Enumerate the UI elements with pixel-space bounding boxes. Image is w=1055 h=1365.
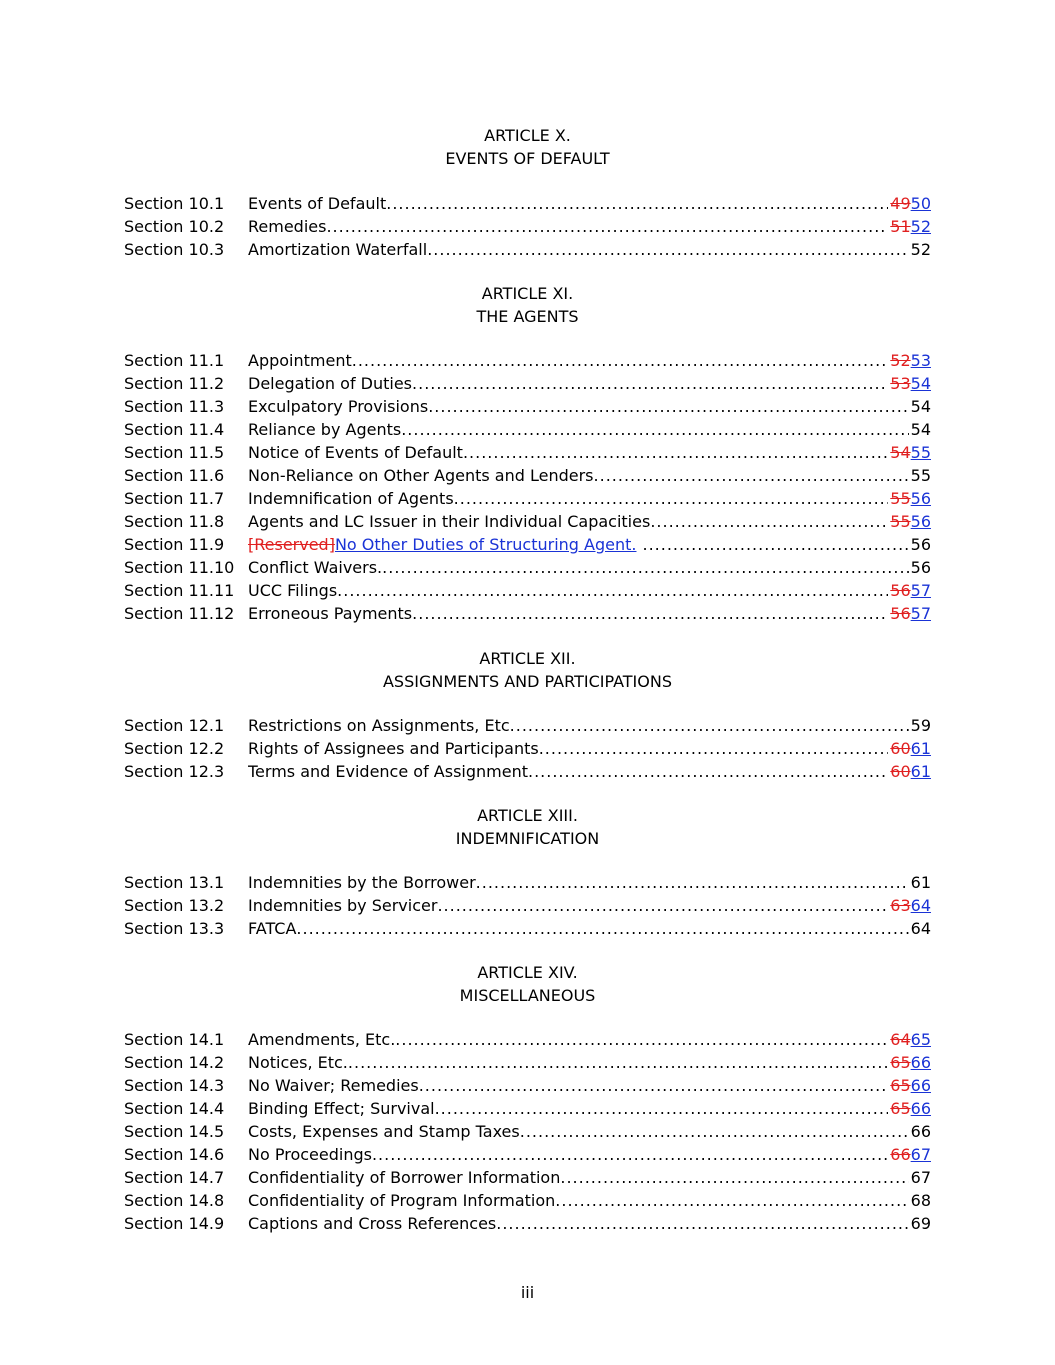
section-title: Costs, Expenses and Stamp Taxes <box>248 1122 520 1141</box>
section-title: Confidentiality of Program Information <box>248 1191 556 1210</box>
toc-entry[interactable] <box>124 192 931 215</box>
section-number: Section 14.5 <box>124 1122 225 1141</box>
section-number: Section 14.8 <box>124 1191 225 1210</box>
deleted-page-number: 53 <box>890 374 911 393</box>
deleted-page-number: 56 <box>890 604 911 623</box>
dot-leader <box>401 418 908 441</box>
section-number: Section 14.3 <box>124 1076 225 1095</box>
deleted-page-number: 65 <box>890 1053 911 1072</box>
inserted-page-number[interactable]: 65 <box>910 1030 931 1049</box>
toc-entry[interactable] <box>124 871 931 894</box>
toc-entry[interactable] <box>124 1028 931 1051</box>
section-title: No Proceedings <box>248 1145 372 1164</box>
article-number: ARTICLE XIV. <box>477 963 578 982</box>
section-number: Section 10.2 <box>124 217 225 236</box>
deleted-page-number: 56 <box>890 581 911 600</box>
deleted-page-number: 65 <box>890 1076 911 1095</box>
section-number: Section 14.1 <box>124 1030 225 1049</box>
inserted-page-number[interactable]: 67 <box>910 1145 931 1164</box>
toc-entry[interactable] <box>124 464 931 487</box>
toc-entry[interactable] <box>124 533 931 556</box>
section-title: Amendments, Etc. <box>248 1030 396 1049</box>
dot-leader <box>560 1166 908 1189</box>
section-title: FATCA <box>248 919 297 938</box>
dot-leader <box>296 917 908 940</box>
article-number: ARTICLE XII. <box>479 649 576 668</box>
dot-leader <box>427 238 908 261</box>
section-number: Section 11.6 <box>124 466 225 485</box>
dot-leader <box>510 714 909 737</box>
dot-leader <box>496 1212 908 1235</box>
section-title: Amortization Waterfall <box>248 240 428 259</box>
section-title: Events of Default <box>248 194 387 213</box>
section-title: Erroneous Payments <box>248 604 413 623</box>
toc-entry[interactable] <box>124 510 931 533</box>
dot-leader <box>650 510 888 533</box>
toc-entry[interactable] <box>124 714 931 737</box>
section-title: Notices, Etc. <box>248 1053 348 1072</box>
section-number: Section 11.12 <box>124 604 235 623</box>
section-number: Section 14.6 <box>124 1145 225 1164</box>
article-number: ARTICLE XI. <box>481 284 574 303</box>
dot-leader <box>419 1074 889 1097</box>
dot-leader <box>528 760 888 783</box>
section-number: Section 11.1 <box>124 351 225 370</box>
page-number: 56 <box>910 535 931 554</box>
inserted-page-number[interactable]: 53 <box>910 351 931 370</box>
page-number: 67 <box>910 1168 931 1187</box>
section-number: Section 10.3 <box>124 240 225 259</box>
toc-entry[interactable] <box>124 349 931 372</box>
dot-leader <box>463 441 888 464</box>
section-number: Section 14.7 <box>124 1168 225 1187</box>
page-number: 61 <box>910 873 931 892</box>
section-title: Delegation of Duties <box>248 374 413 393</box>
section-number: Section 11.4 <box>124 420 225 439</box>
section-title: Confidentiality of Borrower Information <box>248 1168 561 1187</box>
article-heading <box>0 804 1055 850</box>
section-title: Non-Reliance on Other Agents and Lenders <box>248 466 594 485</box>
section-number: Section 12.1 <box>124 716 225 735</box>
toc-entry[interactable] <box>124 1166 931 1189</box>
page-number: 64 <box>910 919 931 938</box>
article-title: EVENTS OF DEFAULT <box>445 149 610 168</box>
section-title: Indemnification of Agents <box>248 489 454 508</box>
toc-entry[interactable] <box>124 760 931 783</box>
deleted-page-number: 65 <box>890 1099 911 1118</box>
section-title: Indemnities by the Borrower <box>248 873 476 892</box>
toc-entry[interactable] <box>124 579 931 602</box>
dot-leader <box>437 894 888 917</box>
dot-leader <box>395 1028 888 1051</box>
deleted-page-number: 60 <box>890 762 911 781</box>
toc-entry[interactable] <box>124 372 931 395</box>
inserted-page-number[interactable]: 56 <box>910 512 931 531</box>
article-heading <box>0 647 1055 693</box>
section-title: Conflict Waivers. <box>248 558 383 577</box>
section-title: Remedies <box>248 217 327 236</box>
section-number: Section 11.2 <box>124 374 225 393</box>
deleted-page-number: 55 <box>890 489 911 508</box>
page-number: 59 <box>910 716 931 735</box>
deleted-page-number: 63 <box>890 896 911 915</box>
inserted-page-number[interactable]: 57 <box>910 581 931 600</box>
page-number: 54 <box>910 397 931 416</box>
page-number: 54 <box>910 420 931 439</box>
footer-page-number: iii <box>520 1283 535 1302</box>
inserted-page-number[interactable]: 57 <box>910 604 931 623</box>
toc-entry[interactable] <box>124 737 931 760</box>
dot-leader <box>636 533 908 556</box>
toc-entry[interactable] <box>124 1074 931 1097</box>
section-title: UCC Filings <box>248 581 338 600</box>
dot-leader <box>594 464 909 487</box>
section-number: Section 14.9 <box>124 1214 225 1233</box>
toc-entry[interactable] <box>124 556 931 579</box>
deleted-page-number: 51 <box>890 217 911 236</box>
deleted-page-number: 64 <box>890 1030 911 1049</box>
toc-entry[interactable] <box>124 1120 931 1143</box>
section-number: Section 12.3 <box>124 762 225 781</box>
dot-leader <box>382 556 909 579</box>
article-heading <box>0 282 1055 328</box>
dot-leader <box>435 1097 889 1120</box>
article-number: ARTICLE X. <box>484 126 571 145</box>
inserted-page-number[interactable]: 66 <box>910 1076 931 1095</box>
article-title: ASSIGNMENTS AND PARTICIPATIONS <box>382 672 672 691</box>
page-number: 69 <box>910 1214 931 1233</box>
article-heading <box>0 124 1055 170</box>
section-title: Rights of Assignees and Participants <box>248 739 539 758</box>
inserted-page-number[interactable]: 54 <box>910 374 931 393</box>
section-number: Section 11.5 <box>124 443 225 462</box>
dot-leader <box>326 215 888 238</box>
section-title: Exculpatory Provisions <box>248 397 429 416</box>
section-title: Captions and Cross References <box>248 1214 497 1233</box>
inserted-page-number[interactable]: 52 <box>910 217 931 236</box>
dot-leader <box>476 871 909 894</box>
section-title: Reliance by Agents <box>248 420 402 439</box>
section-title: Indemnities by Servicer <box>248 896 438 915</box>
page-number: 55 <box>910 466 931 485</box>
section-number: Section 10.1 <box>124 194 225 213</box>
section-number: Section 11.11 <box>124 581 235 600</box>
dot-leader <box>372 1143 888 1166</box>
toc-entry[interactable] <box>124 215 931 238</box>
dot-leader <box>412 602 888 625</box>
section-number: Section 12.2 <box>124 739 225 758</box>
section-title: No Waiver; Remedies <box>248 1076 419 1095</box>
section-number: Section 14.2 <box>124 1053 225 1072</box>
toc-entry[interactable] <box>124 418 931 441</box>
inserted-page-number[interactable]: 55 <box>910 443 931 462</box>
inserted-page-number[interactable]: 61 <box>910 762 931 781</box>
inserted-page-number[interactable]: 66 <box>910 1053 931 1072</box>
section-title: Terms and Evidence of Assignment <box>248 762 528 781</box>
page-number: 68 <box>910 1191 931 1210</box>
deleted-section-title: [Reserved] <box>248 535 335 554</box>
dot-leader <box>348 1051 888 1074</box>
dot-leader <box>428 395 908 418</box>
inserted-page-number[interactable]: 66 <box>910 1099 931 1118</box>
toc-entry[interactable] <box>124 917 931 940</box>
toc-entry[interactable] <box>124 441 931 464</box>
toc-entry[interactable] <box>124 894 931 917</box>
page-number: 66 <box>910 1122 931 1141</box>
article-number: ARTICLE XIII. <box>477 806 578 825</box>
toc-entry[interactable] <box>124 602 931 625</box>
section-number: Section 11.10 <box>124 558 235 577</box>
deleted-page-number: 52 <box>890 351 911 370</box>
dot-leader <box>555 1189 908 1212</box>
section-title: Restrictions on Assignments, Etc <box>248 716 510 735</box>
dot-leader <box>539 737 889 760</box>
toc-entry[interactable] <box>124 487 931 510</box>
inserted-section-title[interactable]: No Other Duties of Structuring Agent. <box>334 535 637 554</box>
article-title: MISCELLANEOUS <box>459 986 596 1005</box>
section-title: Agents and LC Issuer in their Individual Capacities <box>248 512 651 531</box>
toc-entry[interactable] <box>124 1097 931 1120</box>
inserted-page-number[interactable]: 64 <box>910 896 931 915</box>
deleted-page-number: 60 <box>890 739 911 758</box>
article-title: THE AGENTS <box>476 307 579 326</box>
article-heading <box>0 961 1055 1007</box>
toc-entry[interactable] <box>124 238 931 261</box>
section-number: Section 11.9 <box>124 535 225 554</box>
deleted-page-number: 66 <box>890 1145 911 1164</box>
toc-entry[interactable] <box>124 1051 931 1074</box>
section-number: Section 14.4 <box>124 1099 225 1118</box>
section-number: Section 11.3 <box>124 397 225 416</box>
inserted-page-number[interactable]: 56 <box>910 489 931 508</box>
section-title: Appointment <box>248 351 352 370</box>
dot-leader <box>352 349 889 372</box>
deleted-page-number: 54 <box>890 443 911 462</box>
toc-entry[interactable] <box>124 1143 931 1166</box>
toc-entry[interactable] <box>124 395 931 418</box>
article-title: INDEMNIFICATION <box>455 829 600 848</box>
section-number: Section 13.1 <box>124 873 225 892</box>
page-number: 56 <box>910 558 931 577</box>
dot-leader <box>386 192 888 215</box>
page-number: 52 <box>910 240 931 259</box>
section-number: Section 11.8 <box>124 512 225 531</box>
toc-entry[interactable] <box>124 1212 931 1235</box>
dot-leader <box>454 487 889 510</box>
section-number: Section 13.3 <box>124 919 225 938</box>
dot-leader <box>520 1120 909 1143</box>
inserted-page-number[interactable]: 61 <box>910 739 931 758</box>
dot-leader <box>412 372 888 395</box>
deleted-page-number: 49 <box>890 194 911 213</box>
toc-entry[interactable] <box>124 1189 931 1212</box>
section-number: Section 13.2 <box>124 896 225 915</box>
section-number: Section 11.7 <box>124 489 225 508</box>
section-title: Notice of Events of Default <box>248 443 463 462</box>
section-title: Binding Effect; Survival <box>248 1099 435 1118</box>
inserted-page-number[interactable]: 50 <box>910 194 931 213</box>
dot-leader <box>337 579 888 602</box>
deleted-page-number: 55 <box>890 512 911 531</box>
